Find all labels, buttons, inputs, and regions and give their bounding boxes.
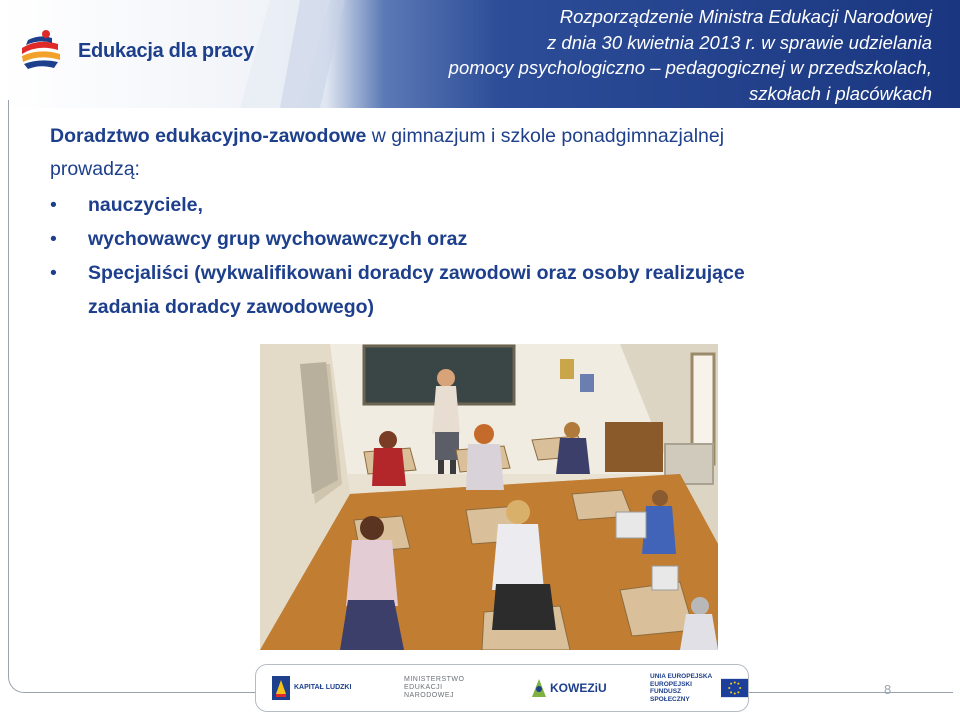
bullet-list <box>50 188 930 324</box>
koweziu-icon <box>530 677 548 699</box>
ue-text <box>650 673 717 703</box>
kapital-ludzki-icon <box>272 676 290 700</box>
bullet-text: wychowawcy grup wychowawczych oraz <box>88 228 468 250</box>
eu-flag-icon <box>721 678 748 698</box>
bullet-text: nauczyciele, <box>88 194 203 216</box>
bullet-text-continuation: zadania doradcy zawodowego) <box>88 296 375 318</box>
men-text-line: MINISTERSTWO <box>404 676 465 683</box>
footer-logos <box>255 664 749 712</box>
regulation-line: pomocy psychologiczno – pedagogicznej w przedszkolach, <box>448 57 932 78</box>
bullet-icon: • <box>50 262 57 284</box>
classroom-illustration <box>260 344 718 650</box>
men-text-line: NARODOWEJ <box>404 692 454 699</box>
ue-text-line: FUNDUSZ SPOŁECZNY <box>650 688 690 703</box>
bullet-item <box>50 256 930 324</box>
koweziu-logo <box>530 673 607 703</box>
slide-header <box>0 0 960 108</box>
regulation-title <box>312 4 932 106</box>
logo-text: Edukacja dla pracy <box>78 40 254 62</box>
slide-content <box>50 120 930 324</box>
kapital-ludzki-logo <box>272 673 351 703</box>
globe-logo-icon <box>18 26 68 78</box>
bullet-text: Specjaliści (wykwalifikowani doradcy zawodowi oraz osoby realizujące <box>88 262 745 284</box>
intro-text-line2: prowadzą: <box>50 158 140 180</box>
bullet-icon: • <box>50 228 57 250</box>
regulation-line: szkołach i placówkach <box>748 82 932 104</box>
regulation-line: Rozporządzenie Ministra Edukacji Narodowej <box>559 6 932 27</box>
kapital-ludzki-text: KAPITAŁ LUDZKI <box>294 684 352 691</box>
intro-text: w gimnazjum i szkole ponadgimnazjalnej <box>366 125 725 147</box>
ue-text-line: EUROPEJSKI <box>650 680 692 688</box>
intro-bold-text: Doradztwo edukacyjno-zawodowe <box>50 125 367 147</box>
classroom-photo <box>260 344 718 650</box>
bullet-item <box>50 222 930 256</box>
bullet-icon: • <box>50 194 57 216</box>
men-logo <box>404 673 464 703</box>
edukacja-dla-pracy-logo <box>18 26 258 82</box>
koweziu-text: KOWEZiU <box>550 681 607 695</box>
ue-text-line: UNIA EUROPEJSKA <box>650 673 713 680</box>
page-number: 8 <box>884 682 892 697</box>
unia-europejska-logo <box>650 673 748 703</box>
bullet-item <box>50 188 930 222</box>
intro-paragraph <box>50 120 930 186</box>
men-text-line: EDUKACJI <box>404 684 443 691</box>
regulation-line: z dnia 30 kwietnia 2013 r. w sprawie udzielania <box>547 31 932 53</box>
